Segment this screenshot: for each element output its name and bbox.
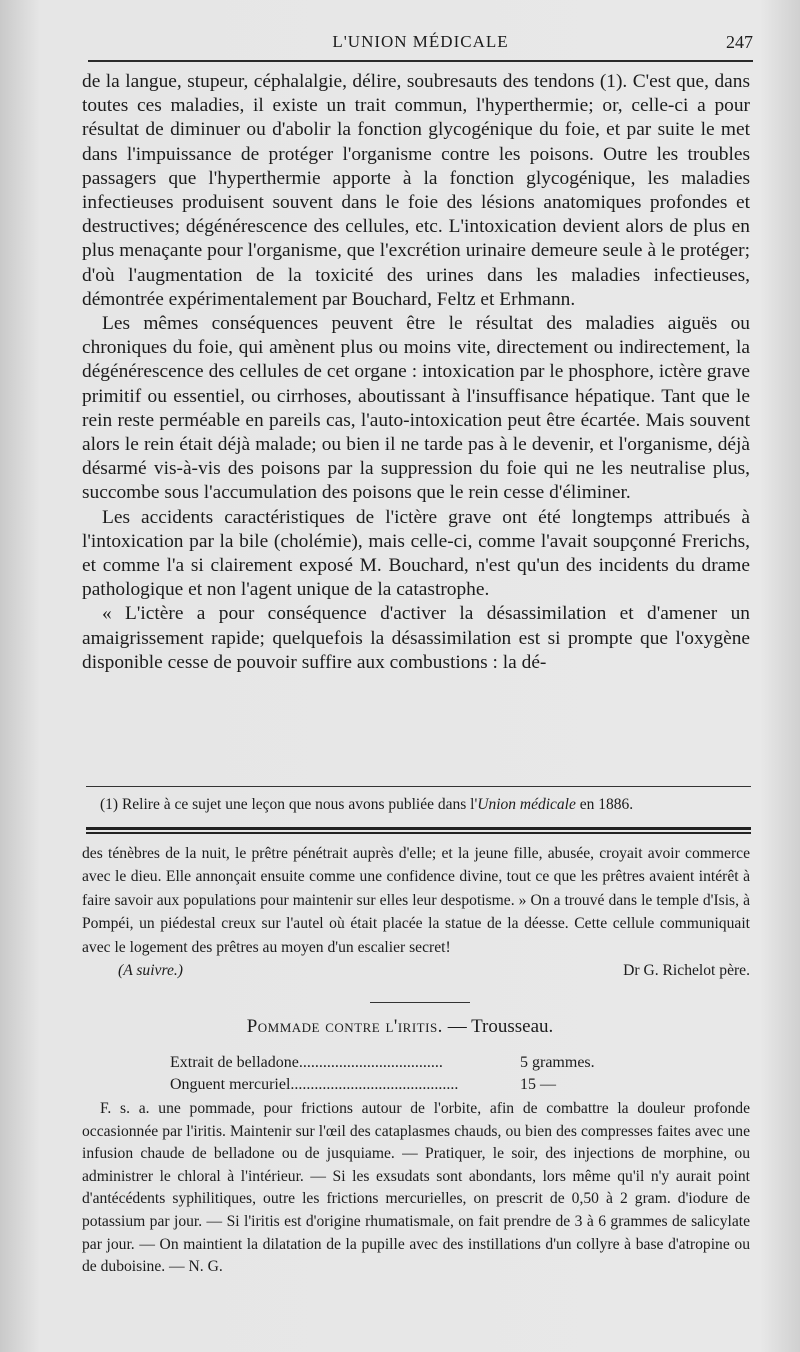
ingredient-quantity: 15 —	[520, 1076, 556, 1093]
header-rule	[88, 60, 753, 62]
recipe-title-author: Trousseau.	[471, 1016, 554, 1037]
ingredient-row	[170, 1052, 670, 1074]
recipe-paragraph: F. s. a. une pommade, pour frictions autour de l'orbite, afin de combattre la douleur profonde occasionnée par l'iritis. Maintenir sur l'œil des cataplasmes chauds, ou bien des compresses faites avec une infusion chaude de belladone ou de jusquiame. — Pratiquer, le soir, des injections de morphine, ou administrer le chloral à l'intérieur. — Si les exsudats sont abondants, lors même qu'il n'y aurait point d'antécédents syphilitiques, outre les frictions mercurielles, on prescrit de 0,50 à 2 gram. d'iodure de potassium par jour. — Si l'iritis est d'origine rhumatismale, on fait prendre de 3 à 6 grammes de salicylate par jour. — On maintient la dilatation de la pupille avec des instillations d'un collyre à base d'atropine ou de duboisine. — N. G.	[82, 1100, 750, 1276]
footnote	[100, 795, 750, 815]
footnote-journal: Union médicale	[477, 796, 576, 813]
ingredient-name: Onguent mercuriel	[170, 1076, 291, 1093]
author-signature: Dr G. Richelot père.	[623, 962, 750, 980]
footnote-text-after: en 1886.	[575, 796, 634, 813]
recipe-title	[0, 1016, 800, 1038]
small-divider	[370, 1002, 470, 1003]
feuilleton-text	[82, 842, 750, 982]
paragraph-1: de la langue, stupeur, céphalalgie, délire, soubresauts des tendons (1). C'est que, dans toutes ces maladies, il existe un trait commun, l'hyperthermie; or, celle-ci a pour résultat de diminuer ou d'abolir la fonction glycogénique du foie, et par suite le met dans l'impuissance de protéger l'organisme contre les poisons. Outre les troubles passagers que l'hyperthermie apporte à la fonction glycogénique, les maladies infectieuses produisent souvent dans le foie des lésions anatomiques profondes et destructives; dégénérescence des cellules, etc. L'intoxication devient alors de plus en plus menaçante pour l'organisme, que l'excrétion urinaire demeure seule à le protéger; d'où l'augmentation de la toxicité des urines dans les maladies infectieuses, démontrée expérimentalement par Bouchard, Feltz et Erhmann.	[82, 71, 750, 310]
feuilleton-paragraph: des ténèbres de la nuit, le prêtre pénétrait auprès d'elle; et la jeune fille, abusée, croyait avoir commerce avec le dieu. Elle annonçait ensuite comme une confidence divine, tout ce que les prêtres avaient intérêt à faire savoir aux populations pour maintenir sur elles leur despotisme. » On a trouvé dans le temple d'Isis, à Pompéi, un piédestal creux sur l'autel où était placée la statue de la déesse. Cette cellule communiquait avec le logement des prêtres au moyen d'un escalier secret!	[82, 845, 750, 956]
ingredient-row	[170, 1074, 670, 1096]
footnote-rule	[86, 786, 751, 787]
leader-dots: ..........................................	[290, 1076, 459, 1093]
recipe-title-caps: Pommade contre l'iritis.	[246, 1016, 443, 1037]
page-number: 247	[726, 32, 753, 52]
paragraph-2: Les mêmes conséquences peuvent être le résultat des maladies aiguës ou chroniques du foie, qui amènent plus ou moins vite, directement ou indirectement, la dégénérescence des cellules de cet organe : intoxication par le phosphore, ictère grave primitif ou essentiel, ou cirrhoses, aboutissant à l'insuffisance hépatique. Tant que le rein reste perméable en pareils cas, l'auto-intoxication peut être écartée. Mais souvent alors le rein était déjà malade; ou bien il ne tarde pas à le devenir, et l'organisme, déjà désarmé vis-à-vis des poisons par la suppression du foie qui ne les neutralise plus, succombe sous l'accumulation des poisons que le rein cesse d'éliminer.	[82, 313, 750, 504]
recipe-title-dash: —	[442, 1016, 472, 1037]
footnote-text-before: (1) Relire à ce sujet une leçon que nous avons publiée dans l'	[100, 796, 478, 813]
section-double-rule	[86, 827, 751, 834]
ingredient-quantity: 5 grammes.	[520, 1054, 595, 1071]
ingredient-name: Extrait de belladone	[170, 1054, 299, 1071]
page-header	[88, 30, 753, 56]
paragraph-3: Les accidents caractéristiques de l'ictère grave ont été longtemps attribués à l'intoxication par la bile (cholémie), mais celle-ci, comme l'avait soupçonné Frerichs, et comme l'a si clairement exposé M. Bouchard, n'est qu'un des incidents du drame pathologique et non l'agent unique de la catastrophe.	[82, 506, 750, 601]
ingredients-list	[170, 1052, 670, 1096]
paragraph-4: « L'ictère a pour conséquence d'activer la désassimilation et d'amener un amaigrissement rapide; quelquefois la désassimilation est si prompte que l'oxygène disponible cesse de pouvoir suffire aux combustions : la dé-	[82, 603, 750, 673]
recipe-instructions	[82, 1098, 750, 1279]
main-article-text	[82, 70, 750, 675]
leader-dots: ....................................	[298, 1054, 443, 1071]
feuilleton-sign-row	[82, 959, 750, 982]
continued-note: (A suivre.)	[118, 962, 183, 980]
running-title: L'UNION MÉDICALE	[332, 32, 509, 51]
